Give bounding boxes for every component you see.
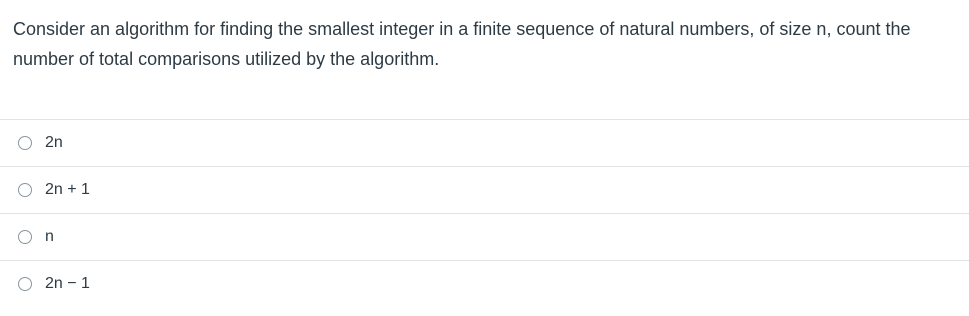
answer-label: 2n + 1: [45, 181, 90, 198]
answer-option-4[interactable]: [0, 260, 969, 307]
answer-label: n: [45, 228, 54, 245]
answer-label: 2n − 1: [45, 275, 90, 292]
answer-label: 2n: [45, 134, 63, 151]
radio-button[interactable]: [18, 277, 32, 291]
answer-list: [0, 119, 969, 307]
answer-option-2[interactable]: [0, 166, 969, 213]
radio-button[interactable]: [18, 136, 32, 150]
answer-option-1[interactable]: [0, 119, 969, 166]
answer-option-3[interactable]: [0, 213, 969, 260]
radio-button[interactable]: [18, 183, 32, 197]
radio-button[interactable]: [18, 230, 32, 244]
question-text: Consider an algorithm for finding the smallest integer in a finite sequence of natural numbers, of size n, count the number of total comparisons utilized by the algorithm.: [13, 19, 911, 69]
